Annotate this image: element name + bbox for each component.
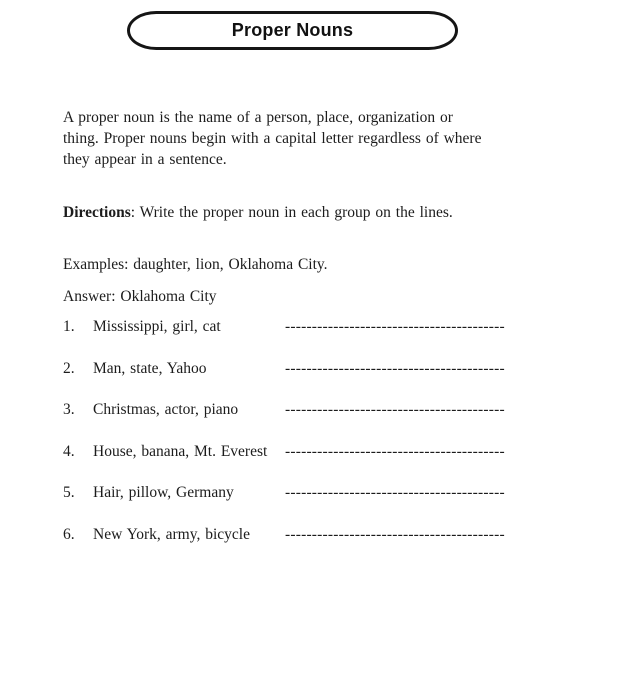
list-item bbox=[63, 484, 505, 526]
list-item bbox=[63, 443, 505, 485]
item-words: Mississippi, girl, cat bbox=[93, 318, 221, 335]
list-item bbox=[63, 526, 505, 568]
answer-blank-line: ----------------------------------------- bbox=[285, 525, 505, 543]
answer-blank-line: ----------------------------------------- bbox=[285, 359, 505, 377]
item-number: 4. bbox=[63, 442, 75, 460]
list-item bbox=[63, 318, 505, 360]
directions-line bbox=[63, 204, 453, 222]
intro-line: A proper noun is the name of a person, place, organization or bbox=[63, 109, 453, 126]
item-words: Man, state, Yahoo bbox=[93, 359, 207, 377]
answer-example-line: Answer: Oklahoma City bbox=[63, 288, 217, 305]
title-oval bbox=[127, 11, 458, 50]
answer-blank-line: ----------------------------------------- bbox=[285, 484, 505, 501]
item-number: 6. bbox=[63, 525, 75, 543]
list-item bbox=[63, 401, 505, 443]
directions-text: : Write the proper noun in each group on the lines. bbox=[130, 204, 453, 221]
intro-line: thing. Proper nouns begin with a capital letter regardless of where bbox=[63, 130, 482, 147]
item-words: New York, army, bicycle bbox=[93, 525, 250, 543]
item-number: 5. bbox=[63, 484, 75, 501]
item-words: House, banana, Mt. Everest bbox=[93, 442, 268, 460]
item-number: 2. bbox=[63, 359, 75, 377]
intro-line: they appear in a sentence. bbox=[63, 151, 227, 168]
answer-blank-line: ----------------------------------------- bbox=[285, 318, 505, 335]
page-title: Proper Nouns bbox=[231, 20, 354, 40]
directions-label: Directions bbox=[63, 204, 131, 221]
examples-line: Examples: daughter, lion, Oklahoma City. bbox=[63, 256, 328, 273]
list-item bbox=[63, 360, 505, 402]
item-number: 3. bbox=[63, 401, 75, 418]
items-list bbox=[63, 318, 505, 567]
item-words: Hair, pillow, Germany bbox=[93, 484, 234, 501]
item-number: 1. bbox=[63, 318, 75, 335]
intro-paragraph bbox=[63, 107, 481, 170]
answer-blank-line: ----------------------------------------- bbox=[285, 401, 505, 418]
answer-blank-line: ----------------------------------------- bbox=[285, 442, 505, 460]
item-words: Christmas, actor, piano bbox=[93, 401, 239, 418]
